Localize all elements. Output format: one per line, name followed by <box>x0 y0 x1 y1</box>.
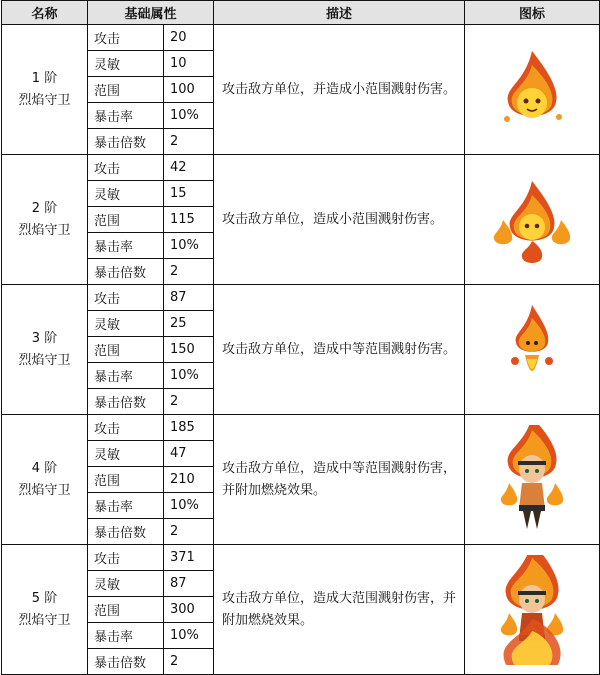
attr-value: 10% <box>164 363 214 389</box>
attr-label: 暴击率 <box>88 363 164 389</box>
tier-name-cell <box>2 155 88 285</box>
attr-label: 暴击倍数 <box>88 649 164 675</box>
attr-label: 灵敏 <box>88 51 164 77</box>
icon-cell <box>465 25 600 155</box>
header-name: 名称 <box>2 1 88 25</box>
attr-value: 10% <box>164 233 214 259</box>
attr-value: 10% <box>164 493 214 519</box>
attr-value: 15 <box>164 181 214 207</box>
attr-value: 10 <box>164 51 214 77</box>
attr-label: 灵敏 <box>88 441 164 467</box>
table-row <box>2 545 600 571</box>
attr-value: 87 <box>164 285 214 311</box>
tier-label: 3 阶 <box>31 330 58 346</box>
attr-label: 暴击倍数 <box>88 259 164 285</box>
table-row <box>2 285 600 311</box>
unit-title: 烈焰守卫 <box>18 612 71 628</box>
attr-value: 42 <box>164 155 214 181</box>
icon-cell <box>465 285 600 415</box>
description-cell: 攻击敌方单位，造成中等范围溅射伤害，并附加燃烧效果。 <box>214 415 465 545</box>
attr-label: 范围 <box>88 467 164 493</box>
attr-label: 暴击率 <box>88 493 164 519</box>
tier-name-cell <box>2 25 88 155</box>
icon-cell <box>465 155 600 285</box>
fire-spirit-tier3-icon <box>465 295 599 405</box>
attr-value: 47 <box>164 441 214 467</box>
unit-title: 烈焰守卫 <box>18 222 71 238</box>
unit-title: 烈焰守卫 <box>18 352 71 368</box>
description-cell: 攻击敌方单位，造成大范围溅射伤害，并附加燃烧效果。 <box>214 545 465 675</box>
fire-warrior-tier4-icon <box>465 425 599 535</box>
attr-label: 范围 <box>88 337 164 363</box>
header-icon: 图标 <box>465 1 600 25</box>
attr-value: 2 <box>164 649 214 675</box>
attr-value: 100 <box>164 77 214 103</box>
attr-label: 范围 <box>88 207 164 233</box>
table-header-row <box>2 1 600 25</box>
attr-value: 2 <box>164 129 214 155</box>
fire-spirit-tier2-icon <box>465 165 599 275</box>
table-row <box>2 155 600 181</box>
attr-value: 185 <box>164 415 214 441</box>
attr-value: 2 <box>164 259 214 285</box>
attr-value: 210 <box>164 467 214 493</box>
attr-label: 灵敏 <box>88 181 164 207</box>
table-row <box>2 415 600 441</box>
attr-label: 暴击率 <box>88 233 164 259</box>
fire-warrior-tier5-icon <box>465 555 599 665</box>
attr-label: 攻击 <box>88 285 164 311</box>
attr-label: 灵敏 <box>88 311 164 337</box>
icon-cell <box>465 415 600 545</box>
description-cell: 攻击敌方单位，造成小范围溅射伤害。 <box>214 155 465 285</box>
attr-value: 20 <box>164 25 214 51</box>
header-desc: 描述 <box>214 1 465 25</box>
attr-label: 暴击率 <box>88 103 164 129</box>
fire-spirit-tier1-icon <box>465 35 599 145</box>
tier-label: 5 阶 <box>31 590 58 606</box>
attr-value: 300 <box>164 597 214 623</box>
attr-label: 范围 <box>88 597 164 623</box>
table-row <box>2 25 600 51</box>
attr-value: 10% <box>164 623 214 649</box>
attr-value: 2 <box>164 519 214 545</box>
attr-label: 暴击倍数 <box>88 129 164 155</box>
guard-stats-table <box>1 0 600 675</box>
attr-value: 115 <box>164 207 214 233</box>
attr-label: 灵敏 <box>88 571 164 597</box>
tier-name-cell <box>2 415 88 545</box>
tier-label: 1 阶 <box>31 70 58 86</box>
attr-label: 攻击 <box>88 545 164 571</box>
unit-title: 烈焰守卫 <box>18 482 71 498</box>
attr-label: 暴击率 <box>88 623 164 649</box>
attr-label: 暴击倍数 <box>88 389 164 415</box>
description-cell: 攻击敌方单位，并造成小范围溅射伤害。 <box>214 25 465 155</box>
attr-value: 150 <box>164 337 214 363</box>
attr-label: 范围 <box>88 77 164 103</box>
tier-label: 4 阶 <box>31 460 58 476</box>
attr-value: 87 <box>164 571 214 597</box>
attr-value: 25 <box>164 311 214 337</box>
attr-value: 371 <box>164 545 214 571</box>
tier-name-cell <box>2 285 88 415</box>
attr-label: 攻击 <box>88 155 164 181</box>
tier-name-cell <box>2 545 88 675</box>
description-cell: 攻击敌方单位，造成中等范围溅射伤害。 <box>214 285 465 415</box>
tier-label: 2 阶 <box>31 200 58 216</box>
attr-label: 攻击 <box>88 25 164 51</box>
unit-title: 烈焰守卫 <box>18 92 71 108</box>
attr-label: 攻击 <box>88 415 164 441</box>
attr-value: 2 <box>164 389 214 415</box>
header-attrs: 基础属性 <box>88 1 214 25</box>
attr-label: 暴击倍数 <box>88 519 164 545</box>
attr-value: 10% <box>164 103 214 129</box>
icon-cell <box>465 545 600 675</box>
table-body <box>2 25 600 675</box>
